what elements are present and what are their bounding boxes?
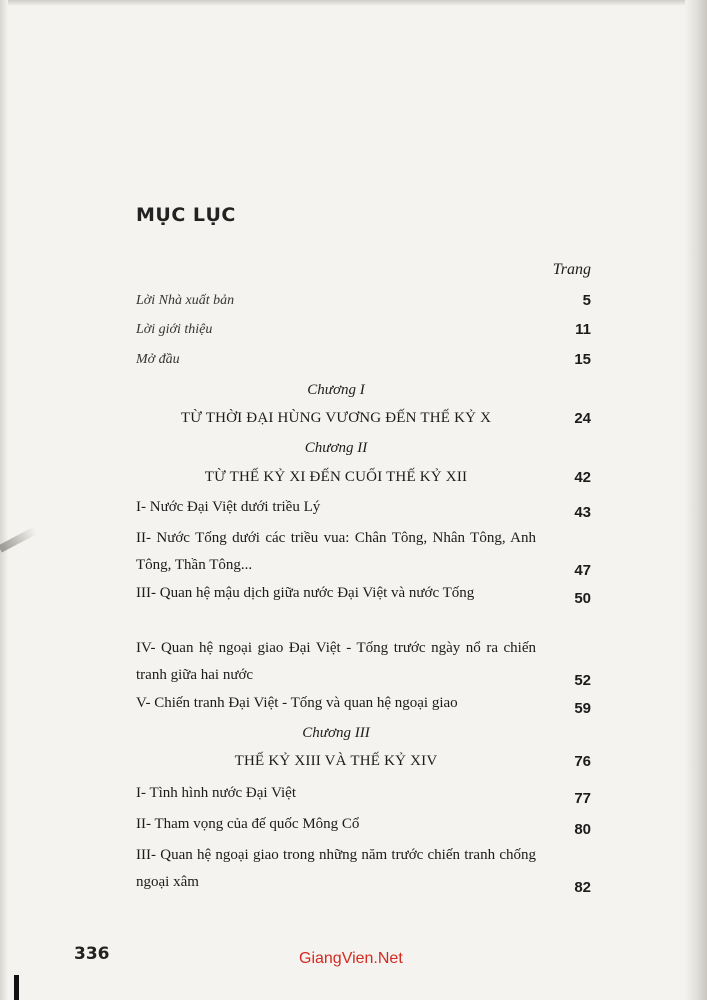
toc-entry-label: Lời giới thiệu bbox=[136, 322, 213, 337]
toc-entry-opening bbox=[136, 352, 591, 368]
toc-entry-page: 59 bbox=[574, 700, 591, 717]
toc-entry-page: 50 bbox=[574, 590, 591, 607]
toc-entry-page: 5 bbox=[582, 292, 591, 309]
toc-entry-introduction bbox=[136, 322, 591, 338]
chapter-title-row bbox=[136, 410, 591, 427]
chapter-title: THẾ KỶ XIII VÀ THẾ KỶ XIV bbox=[234, 753, 438, 769]
toc-entry-page: 42 bbox=[574, 469, 591, 486]
toc-entry-page: 24 bbox=[574, 410, 591, 427]
chapter-title-row bbox=[136, 469, 591, 486]
chapter-title: TỪ THẾ KỶ XI ĐẾN CUỐI THẾ KỶ XII bbox=[204, 469, 468, 485]
chapter-title-row bbox=[136, 753, 591, 770]
page-number: 336 bbox=[74, 944, 110, 964]
toc-section-text: V- Chiến tranh Đại Việt - Tống và quan hệ ngoại giao bbox=[136, 695, 458, 711]
chapter-label: Chương III bbox=[302, 725, 370, 741]
toc-entry-label: Lời Nhà xuất bản bbox=[136, 293, 235, 308]
toc-entry-label: Mở đầu bbox=[136, 352, 180, 367]
toc-section bbox=[136, 780, 591, 807]
toc-entry-page: 47 bbox=[574, 562, 591, 579]
toc-section-text: I- Nước Đại Việt dưới triều Lý bbox=[136, 499, 321, 515]
toc-entry-page: 82 bbox=[574, 879, 591, 896]
page-edge-left bbox=[0, 0, 8, 1000]
toc-title: MỤC LỤC bbox=[136, 204, 236, 226]
toc-section bbox=[136, 635, 591, 689]
toc-section-text: IV- Quan hệ ngoại giao Đại Việt - Tống trước ngày nổ ra chiến tranh giữa hai nước bbox=[136, 640, 536, 683]
toc-section-text: II- Nước Tống dưới các triều vua: Chân Tông, Nhân Tông, Anh Tông, Thần Tông... bbox=[136, 530, 536, 573]
binding-mark bbox=[14, 975, 19, 1000]
toc-entry-page: 52 bbox=[574, 672, 591, 689]
toc-section bbox=[136, 811, 591, 838]
page-column-label: Trang bbox=[552, 261, 591, 278]
toc-section bbox=[136, 842, 591, 896]
toc-section bbox=[136, 690, 591, 717]
toc-entry-page: 77 bbox=[574, 790, 591, 807]
toc-section-text: III- Quan hệ mậu dịch giữa nước Đại Việt và nước Tống bbox=[136, 585, 475, 601]
page-edge-top bbox=[0, 0, 707, 6]
chapter-label: Chương I bbox=[307, 382, 365, 398]
toc-entry-page: 11 bbox=[575, 321, 591, 338]
toc-entry-publisher-note bbox=[136, 293, 591, 309]
watermark: GiangVien.Net bbox=[299, 950, 403, 967]
toc-section-text: III- Quan hệ ngoại giao trong những năm trước chiến tranh chống ngoại xâm bbox=[136, 847, 536, 890]
toc-section bbox=[136, 494, 591, 521]
toc-section-text: I- Tình hình nước Đại Việt bbox=[136, 785, 296, 801]
toc-entry-page: 15 bbox=[574, 351, 591, 368]
chapter-label: Chương II bbox=[304, 440, 368, 456]
toc-entry-page: 76 bbox=[574, 753, 591, 770]
chapter-title: TỪ THỜI ĐẠI HÙNG VƯƠNG ĐẾN THẾ KỶ X bbox=[180, 410, 492, 426]
toc-section bbox=[136, 525, 591, 579]
toc-entry-page: 80 bbox=[574, 821, 591, 838]
toc-entry-page: 43 bbox=[574, 504, 591, 521]
toc-section bbox=[136, 580, 591, 607]
page-edge-right bbox=[685, 0, 707, 1000]
toc-section-text: II- Tham vọng của đế quốc Mông Cổ bbox=[136, 816, 360, 832]
